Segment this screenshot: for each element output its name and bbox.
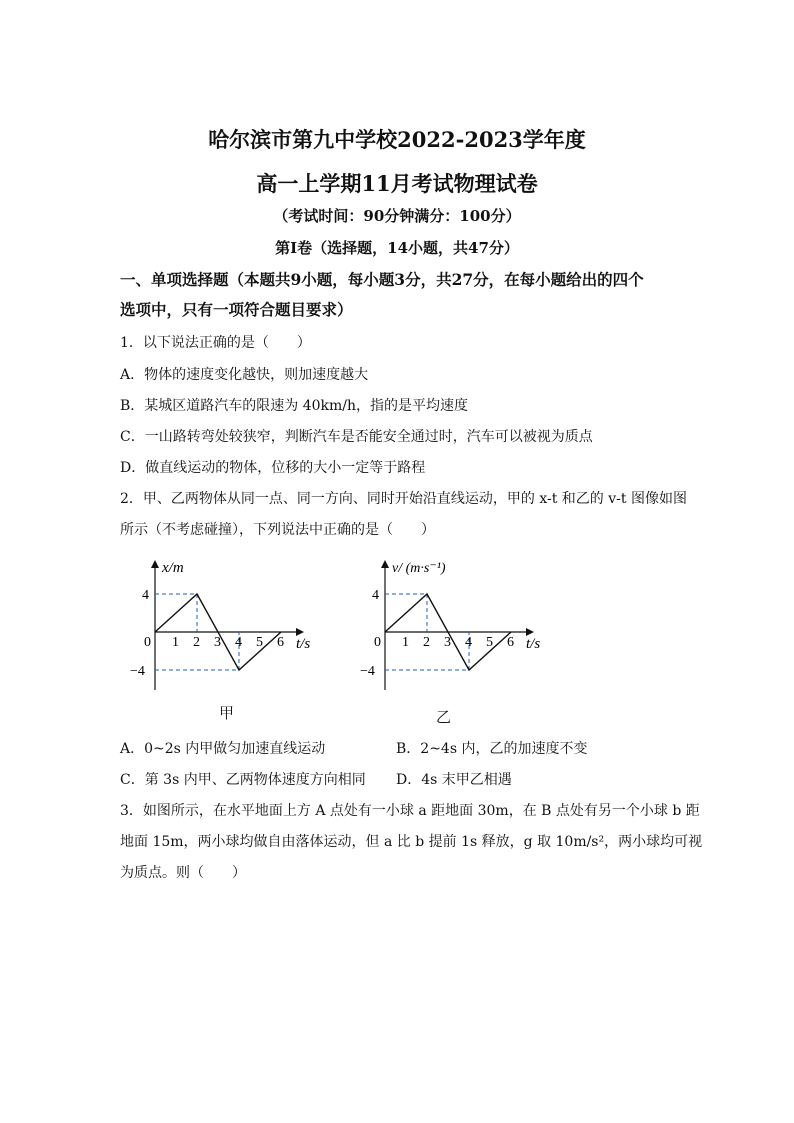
jia-x-tick-2: 2 bbox=[193, 635, 200, 650]
jia-y-tick-1: −4 bbox=[130, 664, 145, 679]
jia-y-tick-0: 4 bbox=[142, 588, 149, 603]
graph-yi-x-ticks bbox=[402, 635, 514, 650]
graph-jia-x-ticks bbox=[172, 635, 284, 650]
section-heading-line-2: 选项中，只有一项符合题目要求） bbox=[120, 300, 353, 319]
q1-option-a: A．物体的速度变化越快，则加速度越大 bbox=[120, 367, 369, 383]
yi-y-tick-1: −4 bbox=[360, 664, 375, 679]
graph-jia-x-label: t/s bbox=[296, 636, 311, 652]
title-line-2: 高一上学期11月考试物理试卷 bbox=[256, 171, 538, 196]
yi-x-tick-2: 2 bbox=[423, 635, 430, 650]
q2-stem-line-1: 2．甲、乙两物体从同一点、同一方向、同时开始沿直线运动，甲的 x-t 和乙的 v-t 图像如图 bbox=[120, 491, 687, 507]
yi-x-tick-6: 6 bbox=[507, 635, 514, 650]
part-title: 第Ⅰ卷（选择题，14小题，共47分） bbox=[275, 239, 519, 257]
graph-jia-y-ticks bbox=[130, 588, 149, 679]
graph-jia-caption: 甲 bbox=[219, 704, 235, 722]
graph-yi-caption: 乙 bbox=[436, 708, 452, 726]
section-heading-line-1: 一、单项选择题（本题共9小题，每小题3分，共27分，在每小题给出的四个 bbox=[120, 270, 644, 289]
title-line-1: 哈尔滨市第九中学校2022-2023学年度 bbox=[208, 127, 586, 152]
q1-stem: 1．以下说法正确的是（ ） bbox=[120, 335, 311, 351]
q2-option-b: B．2~4s 内，乙的加速度不变 bbox=[396, 741, 588, 757]
q2-option-d: D．4s 末甲乙相遇 bbox=[396, 772, 512, 788]
graph-yi-y-ticks bbox=[360, 588, 379, 679]
jia-x-tick-3: 3 bbox=[214, 635, 221, 650]
q2-stem-line-2: 所示（不考虑碰撞），下列说法中正确的是（ ） bbox=[120, 522, 435, 538]
q2-option-c: C．第 3s 内甲、乙两物体速度方向相同 bbox=[120, 772, 366, 788]
graph-jia-origin: 0 bbox=[144, 635, 151, 650]
yi-x-tick-5: 5 bbox=[486, 635, 493, 650]
q1-option-c: C．一山路转弯处较狭窄，判断汽车是否能安全通过时，汽车可以被视为质点 bbox=[120, 429, 593, 445]
graph-jia-y-label: x/m bbox=[162, 560, 184, 576]
graph-yi-x-label: t/s bbox=[526, 636, 541, 652]
exam-info: （考试时间：90分钟满分：100分） bbox=[273, 207, 521, 225]
q1-option-d: D．做直线运动的物体，位移的大小一定等于路程 bbox=[120, 460, 426, 476]
graph-jia bbox=[118, 552, 318, 722]
yi-x-tick-3: 3 bbox=[444, 635, 451, 650]
q3-stem-line-3: 为质点。则（ ） bbox=[120, 865, 246, 881]
q2-option-a: A．0~2s 内甲做匀加速直线运动 bbox=[120, 741, 326, 757]
yi-y-tick-0: 4 bbox=[372, 588, 379, 603]
jia-x-tick-1: 1 bbox=[172, 635, 179, 650]
jia-x-tick-4: 4 bbox=[235, 635, 242, 650]
yi-x-tick-4: 4 bbox=[465, 635, 472, 650]
jia-x-tick-5: 5 bbox=[256, 635, 263, 650]
q3-stem-line-2: 地面 15m，两小球均做自由落体运动，但 a 比 b 提前 1s 释放，g 取 10m/s²，两小球均可视 bbox=[120, 834, 703, 850]
q1-option-b: B．某城区道路汽车的限速为 40km/h，指的是平均速度 bbox=[120, 398, 469, 414]
jia-x-tick-6: 6 bbox=[277, 635, 284, 650]
yi-x-tick-1: 1 bbox=[402, 635, 409, 650]
graph-yi bbox=[348, 552, 548, 722]
graph-yi-origin: 0 bbox=[374, 635, 381, 650]
graph-yi-y-label: v/ (m·s⁻¹) bbox=[392, 561, 446, 576]
q3-stem-line-1: 3．如图所示，在水平地面上方 A 点处有一小球 a 距地面 30m，在 B 点处有另一个小球 b 距 bbox=[120, 803, 700, 819]
